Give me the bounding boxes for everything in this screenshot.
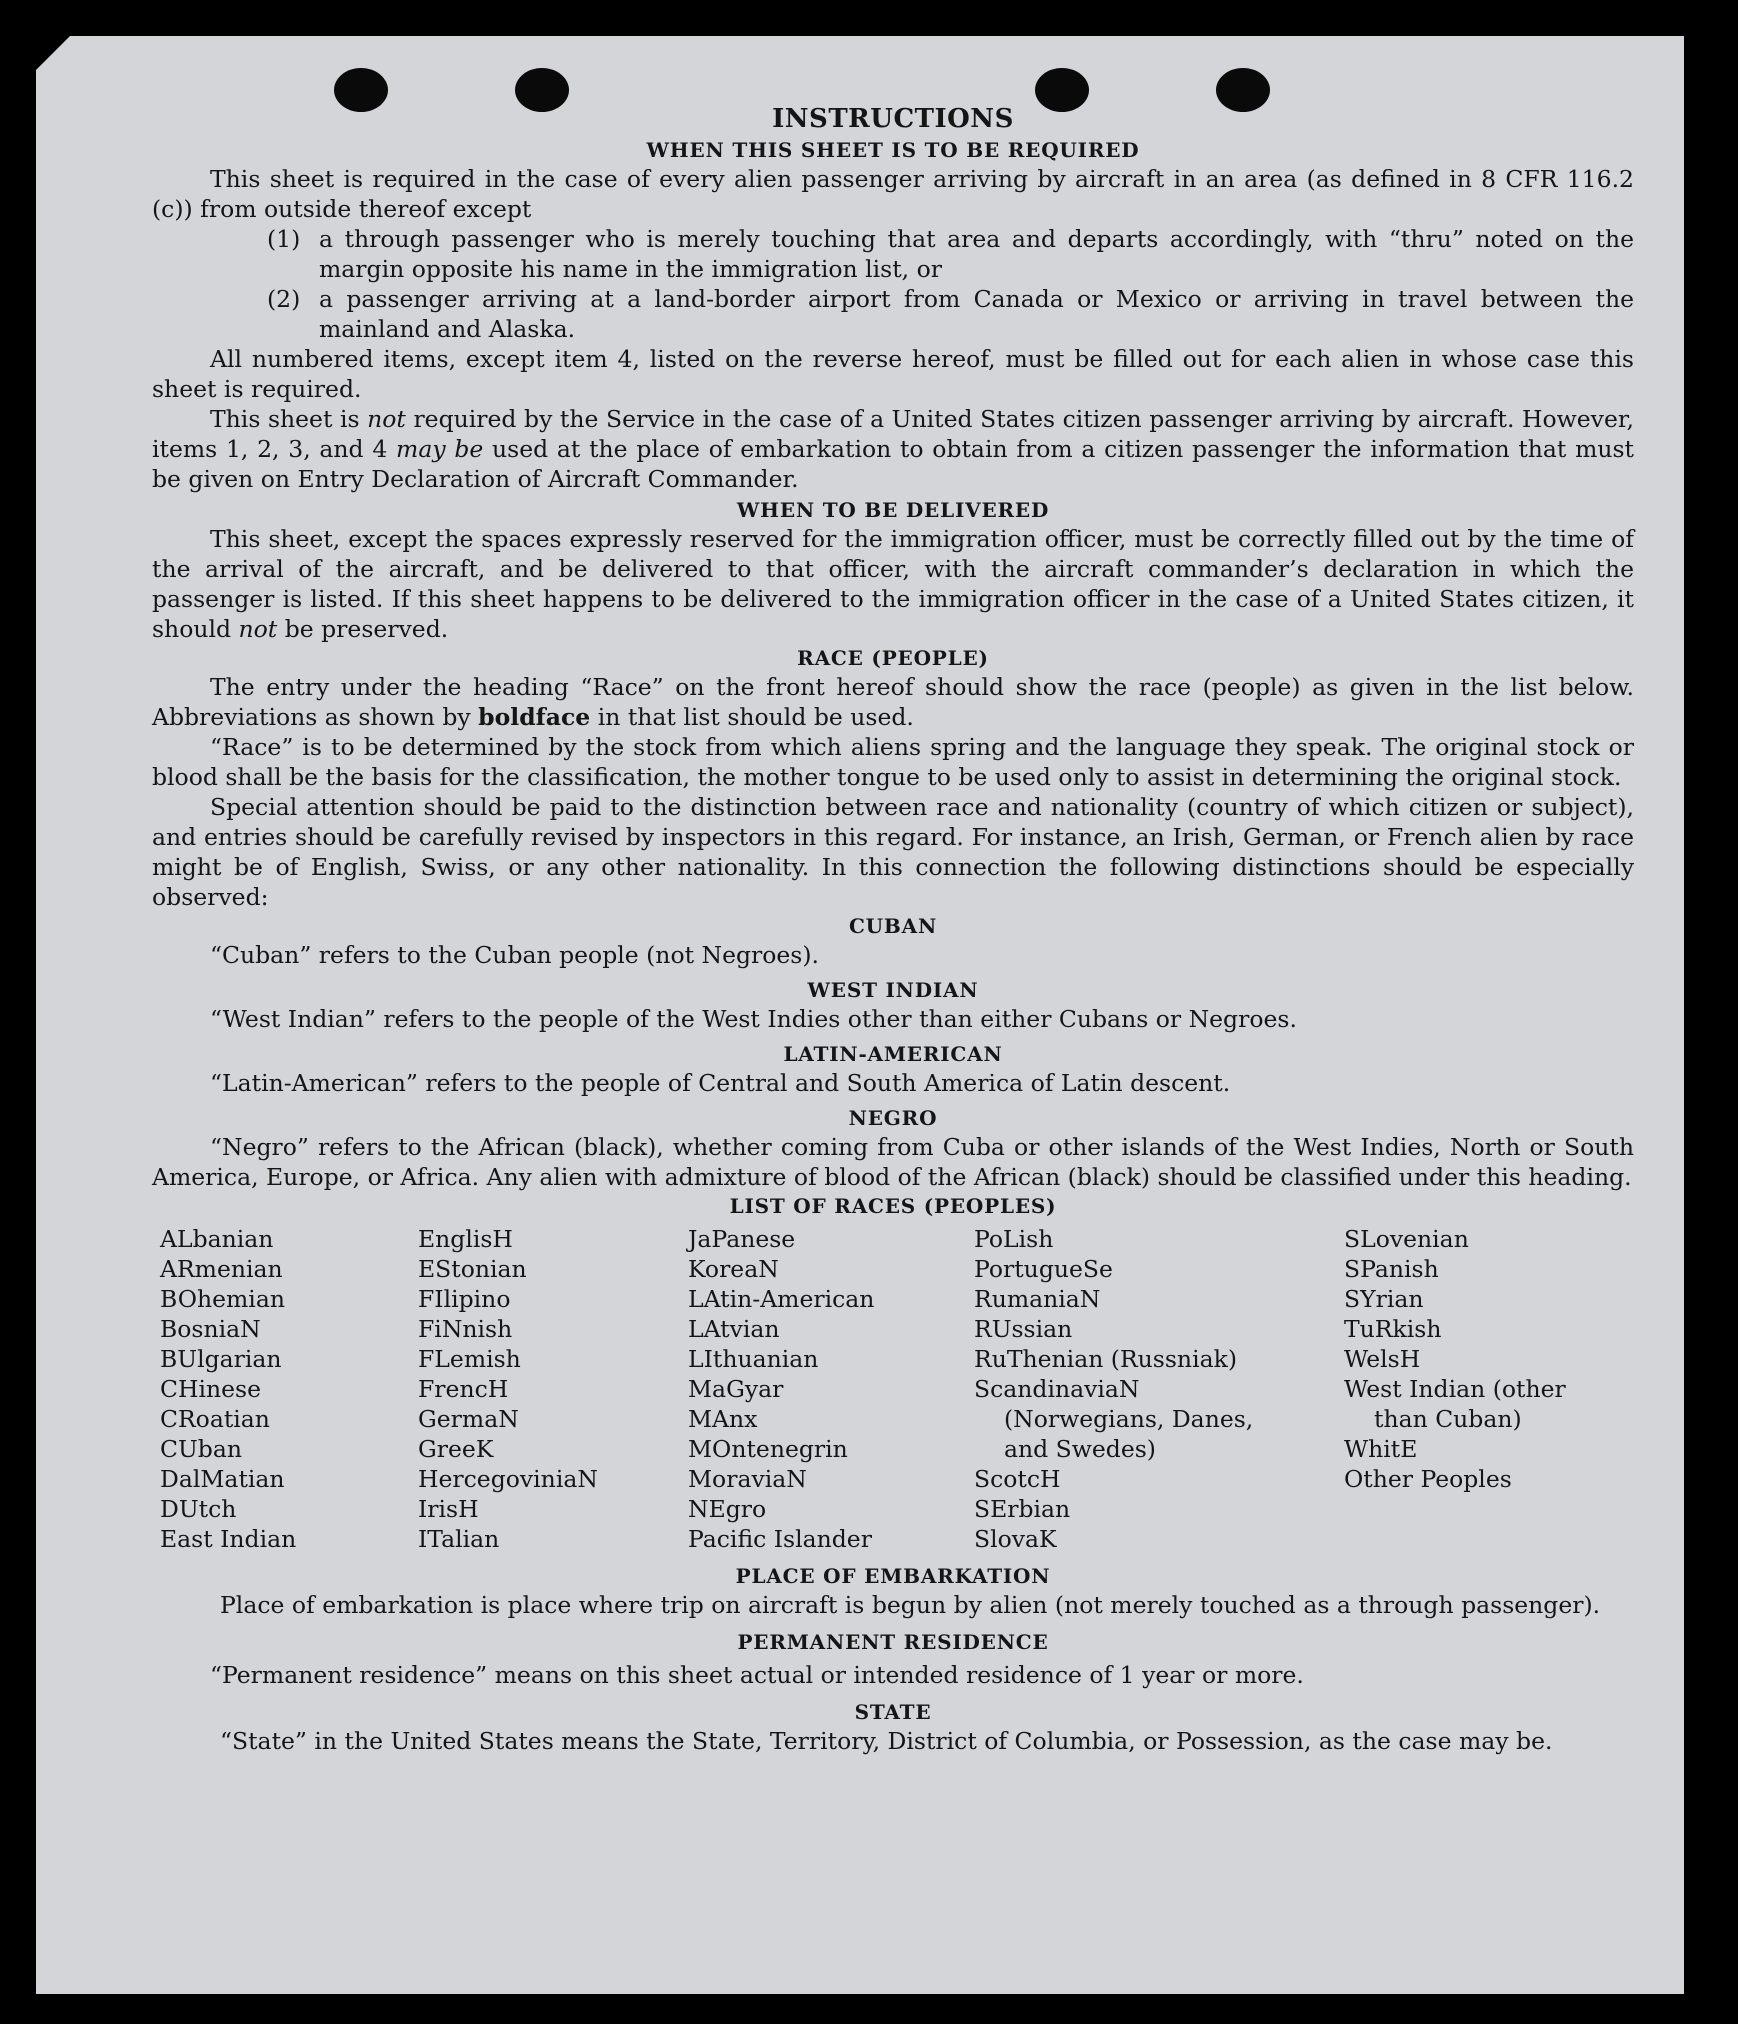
text: required by the Service in the case of a United States citizen passenger arriving by aircraft. However, items 1, 2, 3, and 4 [152,405,1634,463]
italic-text: not [367,405,406,433]
section-heading: WHEN TO BE DELIVERED [736,498,1050,522]
race-item: TuRkish [1344,1315,1442,1343]
page-title: INSTRUCTIONS [772,104,1014,134]
race-item: PortugueSe [974,1255,1113,1283]
race-item: GreeK [418,1435,494,1463]
paragraph: “Latin-American” refers to the people of Central and South America of Latin descent. [210,1069,1231,1097]
race-item: Other Peoples [1344,1465,1512,1493]
list-item [267,284,1634,344]
paragraph: “State” in the United States means the State, Territory, District of Columbia, or Possession, as the case may be. [220,1727,1553,1755]
race-item: SLovenian [1344,1225,1469,1253]
race-item: FIlipino [418,1285,511,1313]
instructions-body [152,102,1634,1756]
race-item: MaGyar [688,1375,784,1403]
section-heading: WEST INDIAN [807,978,979,1002]
text: used at the place of embarkation to obtain from a citizen passenger the information that must be given on Entry Declaration of Aircraft Commander. [152,435,1635,493]
text: in that list should be used. [590,703,914,731]
paragraph: This sheet is required in the case of every alien passenger arriving by aircraft in an area (as defined in 8 CFR 116.2 (c)) from outside thereof except [152,165,1634,223]
race-item: EnglisH [418,1225,513,1253]
folded-corner [36,36,70,70]
paragraph: Place of embarkation is place where trip on aircraft is begun by alien (not merely touched as a through passenger). [220,1591,1601,1619]
race-item: Pacific Islander [688,1525,872,1553]
race-item: CUban [160,1435,242,1463]
race-item: SErbian [974,1495,1071,1523]
race-item: FrencH [418,1375,509,1403]
race-item: ITalian [418,1525,500,1553]
races-column [688,1224,974,1554]
italic-text: may be [396,435,484,463]
race-item: SlovaK [974,1525,1057,1553]
text: be preserved. [277,615,449,643]
section-heading: LIST OF RACES (PEOPLES) [729,1194,1057,1218]
paragraph: “West Indian” refers to the people of the West Indies other than either Cubans or Negroes. [210,1005,1297,1033]
races-column [1344,1224,1604,1554]
race-item: ScotcH [974,1465,1061,1493]
race-item: EStonian [418,1255,527,1283]
race-item: LIthuanian [688,1345,819,1373]
section-heading: LATIN-AMERICAN [783,1042,1003,1066]
race-item: FiNnish [418,1315,513,1343]
paragraph [152,672,1634,732]
paragraph: Special attention should be paid to the distinction between race and nationality (country of which citizen or subject), and entries should be carefully revised by inspectors in this regard. For instance, an Irish, German, or French alien by race might be of English, Swiss, or any other nationality. In this connection the following distinctions should be especially observed: [152,793,1634,911]
race-item: BUlgarian [160,1345,282,1373]
race-item: SPanish [1344,1255,1439,1283]
race-item: MAnx [688,1405,758,1433]
race-item: WhitE [1344,1435,1418,1463]
race-item: JaPanese [688,1225,796,1253]
section-heading: RACE (PEOPLE) [797,646,989,670]
paragraph: “Race” is to be determined by the stock from which aliens spring and the language they speak. The original stock or blood shall be the basis for the classification, the mother tongue to be used only to assist in determining the original stock. [152,733,1634,791]
text: The entry under the heading “Race” on the front hereof should show the race (people) as given in the list below. Abbreviations as shown by [152,673,1634,731]
paragraph: “Permanent residence” means on this sheet actual or intended residence of 1 year or more. [210,1661,1304,1689]
document-page [36,36,1684,1994]
section-heading: PLACE OF EMBARKATION [735,1564,1051,1588]
race-item: RumaniaN [974,1285,1101,1313]
item-text: a through passenger who is merely touching that area and departs accordingly, with “thru” noted on the margin opposite his name in the immigration list, or [319,225,1634,283]
race-item: West Indian (other than Cuban) [1344,1375,1566,1433]
paragraph: “Cuban” refers to the Cuban people (not Negroes). [210,941,820,969]
paragraph: “Negro” refers to the African (black), whether coming from Cuba or other islands of the West Indies, North or South America, Europe, or Africa. Any alien with admixture of blood of the African (black) should be classified under this heading. [152,1133,1634,1191]
item-number: (1) [267,225,301,253]
race-item: East Indian [160,1525,297,1553]
race-item: WelsH [1344,1345,1421,1373]
section-heading: PERMANENT RESIDENCE [737,1630,1049,1654]
item-number: (2) [267,285,301,313]
section-heading: CUBAN [848,914,938,938]
races-column [418,1224,688,1554]
section-heading: WHEN THIS SHEET IS TO BE REQUIRED [646,138,1140,162]
races-column [974,1224,1344,1554]
paragraph [152,524,1634,644]
race-item: NEgro [688,1495,767,1523]
race-item: CHinese [160,1375,261,1403]
bold-text: boldface [478,703,591,731]
paragraph: All numbered items, except item 4, listed on the reverse hereof, must be filled out for each alien in whose case this sheet is required. [152,345,1634,403]
race-item: GermaN [418,1405,519,1433]
race-item: ARmenian [160,1255,283,1283]
paragraph [152,404,1634,494]
race-item: ALbanian [160,1225,274,1253]
race-item: DalMatian [160,1465,285,1493]
race-item: ScandinaviaN (Norwegians, Danes, and Swedes) [974,1375,1254,1463]
race-item: FLemish [418,1345,521,1373]
races-table [160,1224,1634,1554]
race-item: BosniaN [160,1315,261,1343]
item-text: a passenger arriving at a land-border airport from Canada or Mexico or arriving in travel between the mainland and Alaska. [319,285,1634,343]
text: This sheet, except the spaces expressly reserved for the immigration officer, must be correctly filled out by the time of the arrival of the aircraft, and be delivered to that officer, with the aircraft commander’s declaration in which the passenger is listed. If this sheet happens to be delivered to the immigration officer in the case of a United States citizen, it should [152,525,1634,643]
race-item: MoraviaN [688,1465,807,1493]
race-item: SYrian [1344,1285,1424,1313]
race-item: RUssian [974,1315,1073,1343]
race-item: DUtch [160,1495,237,1523]
race-item: BOhemian [160,1285,285,1313]
race-item: IrisH [418,1495,479,1523]
race-item: RuThenian (Russniak) [974,1345,1237,1373]
list-item [267,224,1634,284]
text: This sheet is [210,405,368,433]
section-heading: NEGRO [848,1106,938,1130]
race-item: MOntenegrin [688,1435,848,1463]
race-item: HercegoviniaN [418,1465,598,1493]
race-item: PoLish [974,1225,1054,1253]
races-column [160,1224,418,1554]
race-item: LAtin-American [688,1285,875,1313]
race-item: LAtvian [688,1315,780,1343]
race-item: CRoatian [160,1405,270,1433]
race-item: KoreaN [688,1255,779,1283]
section-heading: STATE [854,1700,932,1724]
italic-text: not [238,615,278,643]
